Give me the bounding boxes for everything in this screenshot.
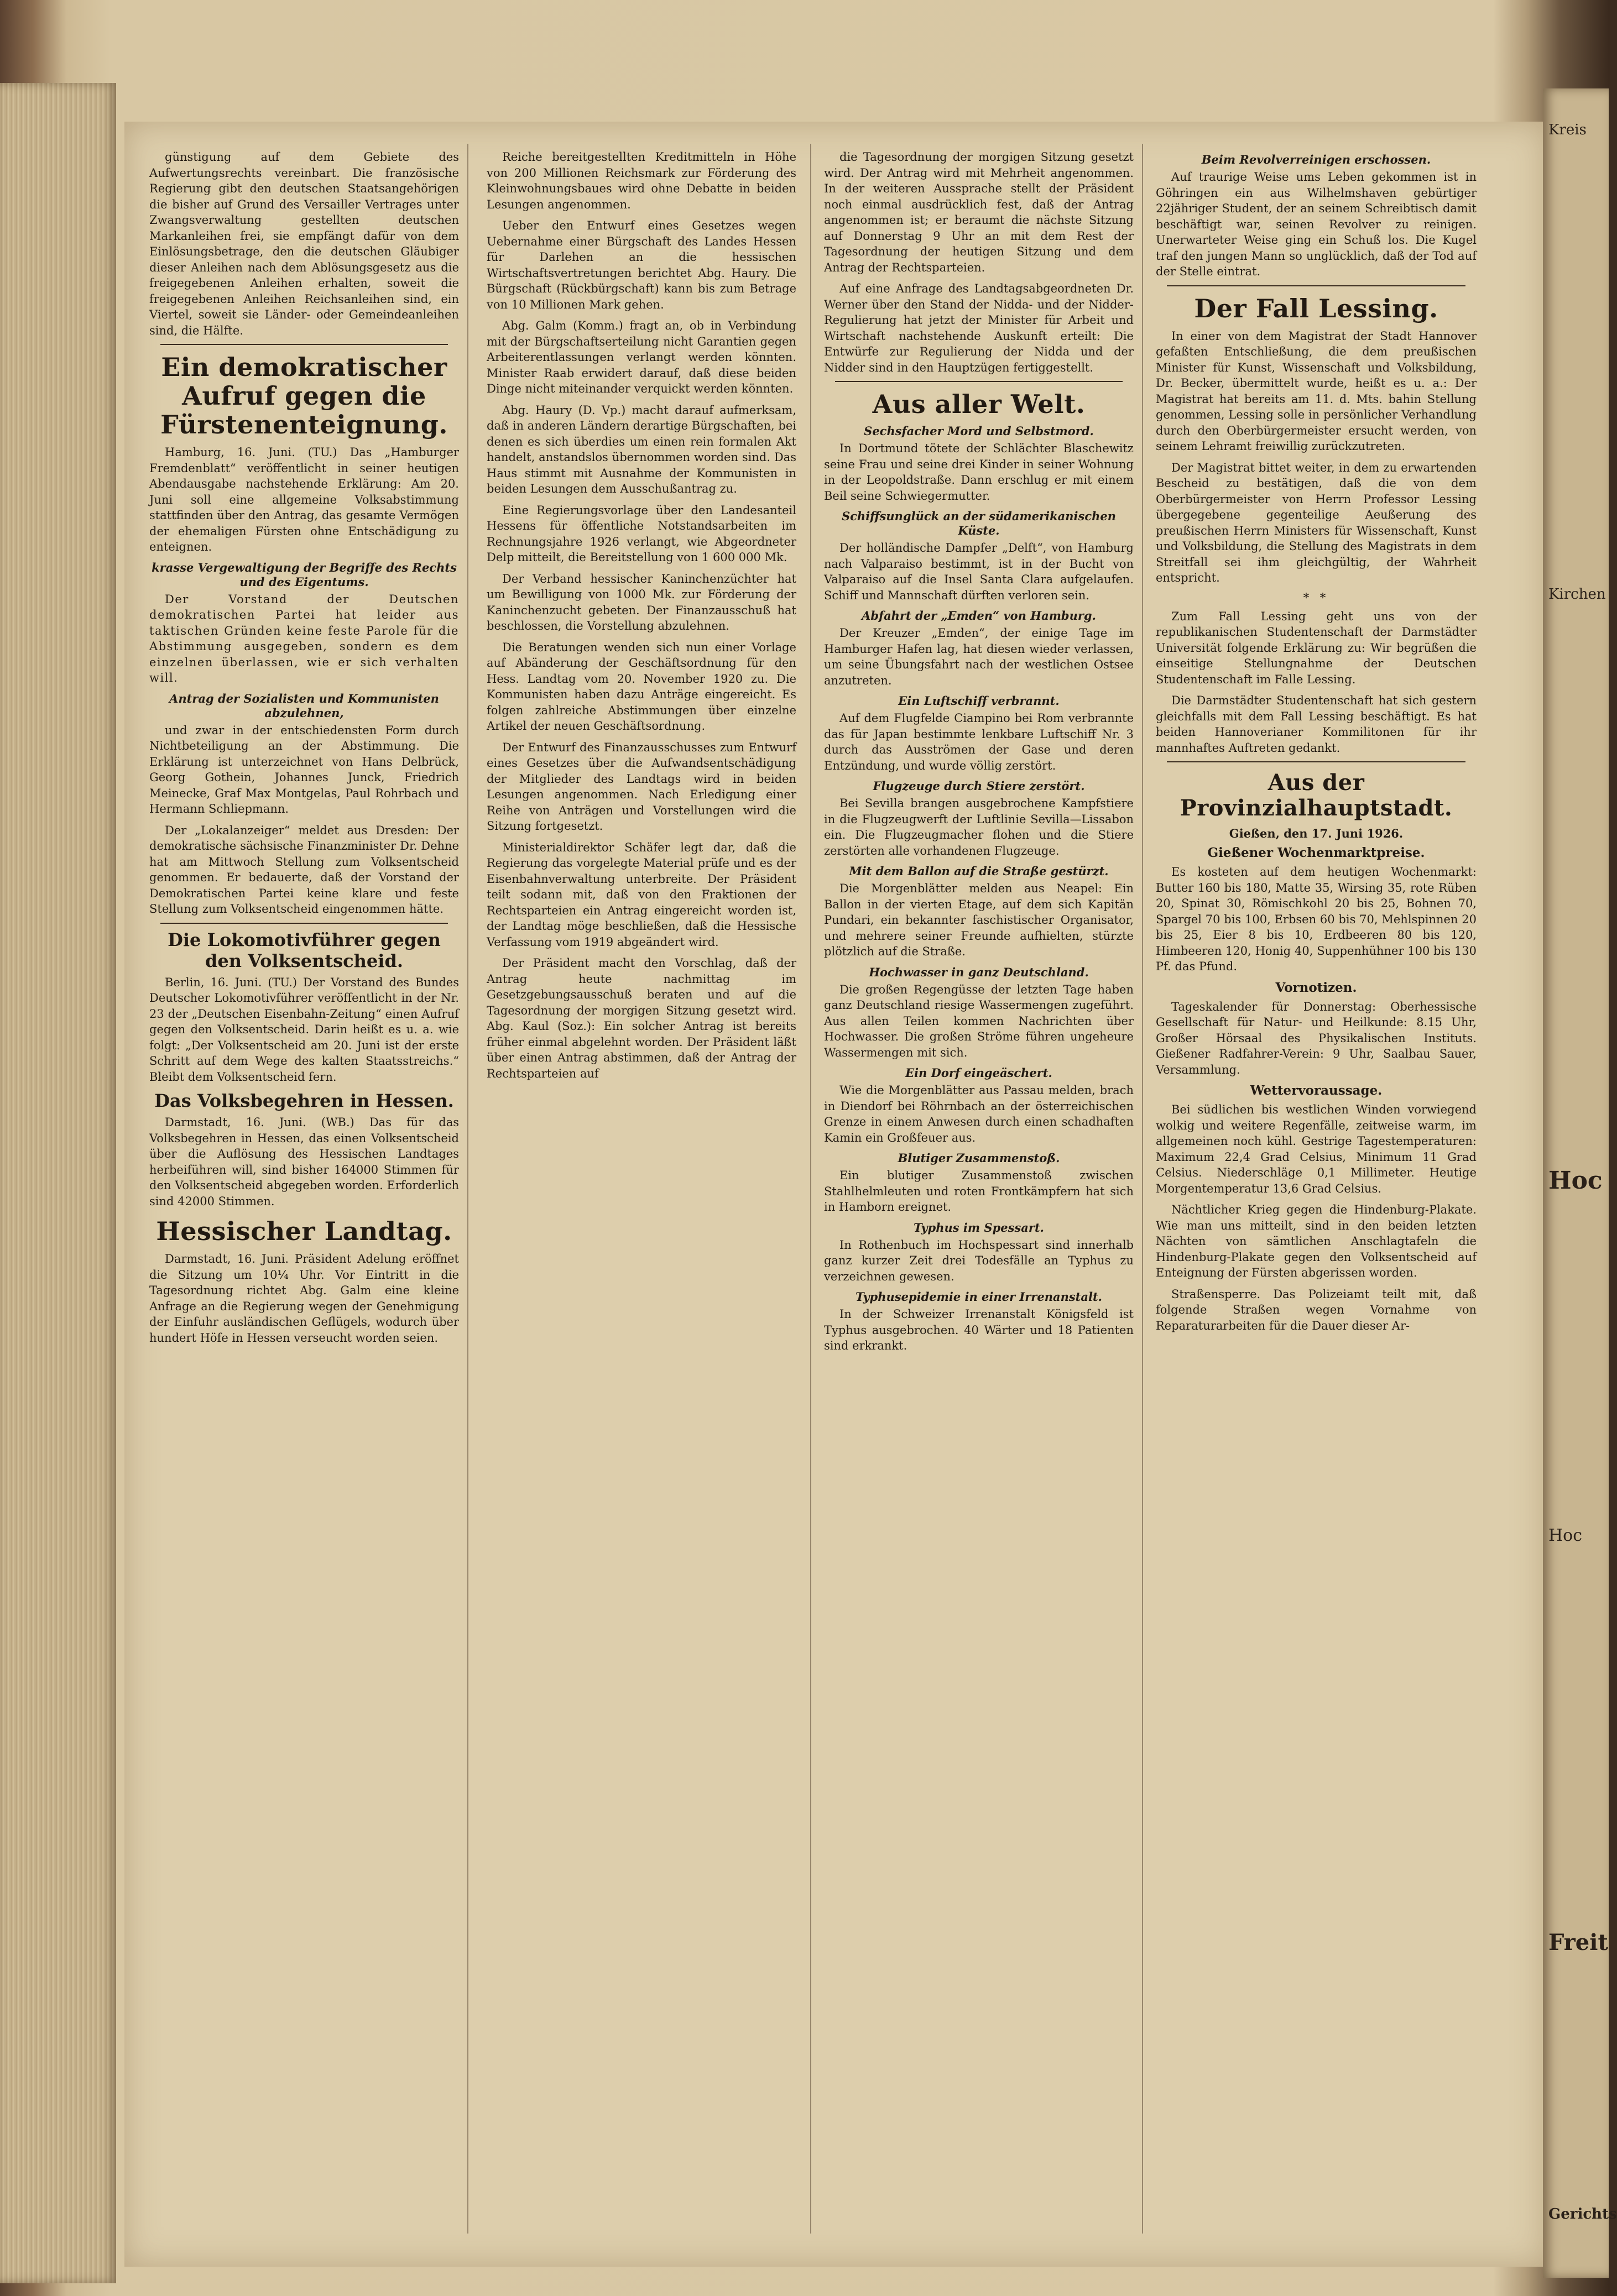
subheading: Abfahrt der „Emden“ von Hamburg. xyxy=(862,609,1096,623)
subheading: Antrag der Sozialisten und Kommunisten abzulehnen, xyxy=(169,691,439,720)
article-text: und zwar in der entschiedensten Form durch Nichtbeteiligung an der Abstimmung. Die Erklärung ist unterzeichnet von Hans Delbrück, Georg Gothein, Johannes Junck, Friedrich Meinecke, Graf Max Montgelas, Paul Rohrbach und Hermann Schliepmann. xyxy=(149,723,459,815)
article-text: Bei Sevilla brangen ausgebrochene Kampfstiere in die Flugzeugwerft der Luftlinie Sevilla—Lissabon ein. Die Flugzeugmacher flohen und die Stiere zerstörten alle vorhandenen Flugzeuge. xyxy=(824,797,1134,857)
article-text: Die Morgenblätter melden aus Neapel: Ein Ballon in der vierten Etage, auf dem sich Kapitän Pundari, ein bekannter faschistischer Organisator, und mehrere seiner Freunde aufhielten, stürzte plötzlich auf die Straße. xyxy=(824,882,1134,958)
headline: Das Volksbegehren in Hessen. xyxy=(154,1090,454,1111)
divider xyxy=(835,381,1123,382)
article-text: Berlin, 16. Juni. (TU.) Der Vorstand des Bundes Deutscher Lokomotivführer veröffentlicht in der Nr. 23 der „Deutschen Eisenbahn-Zeitung“ einen Aufruf gegen den Volksentscheid. Darin heißt es u. a. wie folgt: „Der Volksentscheid am 20. Juni ist der erste Schritt auf dem Wege des kalten Staatsstreichs.“ Bleibt dem Volksentscheid fern. xyxy=(149,975,459,1084)
article-text: Der Magistrat bittet weiter, in dem zu erwartenden Bescheid zu bestätigen, daß die von dem Oberbürgermeister von Herrn Professor Lessing übergegebene gegenteilige Aeußerung des preußischen Herrn Ministers für Wissenschaft, Kunst und Volksbildung, die Stellung des Magistrats in dem Streitfall sei ihm gleichgültig, der Wahrheit entspricht. xyxy=(1156,461,1477,584)
headline: Der Fall Lessing. xyxy=(1194,293,1438,323)
divider xyxy=(160,923,448,924)
column-separator xyxy=(1142,144,1143,2234)
article-text: Der Entwurf des Finanzausschusses zum Entwurf eines Gesetzes über die Aufwandsentschädigung der Mitglieder des Landtags wird in beiden Lesungen angenommen. Nach Erledigung einer Reihe von Anträgen und Vorstellungen wird die Sitzung fortgesetzt. xyxy=(487,740,796,833)
column-separator xyxy=(467,144,468,2234)
subheading: Ein Dorf eingeäschert. xyxy=(905,1066,1052,1080)
dateline: Gießen, den 17. Juni 1926. xyxy=(1229,827,1404,840)
article-text: Wie die Morgenblätter aus Passau melden, brach in Diendorf bei Röhrnbach an der österreichischen Grenze in einem Anwesen durch einen schadhaften Kamin ein Großfeuer aus. xyxy=(824,1084,1134,1144)
subheading: Beim Revolverreinigen erschossen. xyxy=(1201,153,1431,166)
adjacent-page-strip xyxy=(1543,88,1617,2278)
article-text: Auf eine Anfrage des Landtagsabgeordneten Dr. Werner über den Stand der Nidda- und der Nidder-Regulierung hat jetzt der Minister für Arbeit und Wirtschaft nachstehende Auskunft erteilt: Die Entwürfe zur Regulierung der Nidda und der Nidder sind in den Hauptzügen fertiggestellt. xyxy=(824,282,1134,374)
headline: Die Lokomotivführer gegen den Volksentscheid. xyxy=(168,929,441,971)
divider xyxy=(1167,285,1465,286)
article-text: Der Vorstand der Deutschen demokratischen Partei hat leider aus taktischen Gründen keine feste Parole für die Abstimmung ausgegeben, sondern es dem einzelnen überlassen, wie er sich verhalten will. xyxy=(149,592,459,684)
article-text: Ein blutiger Zusammenstoß zwischen Stahlhelmleuten und roten Frontkämpfern hat sich in Hamborn ereignet. xyxy=(824,1169,1134,1214)
article-text: Darmstadt, 16. Juni. Präsident Adelung eröffnet die Sitzung um 10¼ Uhr. Vor Eintritt in die Tagesordnung richtet Abg. Galm eine kleine Anfrage an die Regierung wegen der Genehmigung der Einfuhr ausländischen Geflügels, wodurch über hundert Höfe in Hessen verseucht worden seien. xyxy=(149,1252,459,1345)
article-text: Die Darmstädter Studentenschaft hat sich gestern gleichfalls mit dem Fall Lessing beschäftigt. Es hat beiden Hannoverianer Kommilitonen für ihr mannhaftes Auftreten gedankt. xyxy=(1156,694,1477,755)
adjacent-page-fragment: Kirchen xyxy=(1548,586,1606,603)
article-text: Darmstadt, 16. Juni. (WB.) Das für das Volksbegehren in Hessen, das einen Volksentscheid über die Auflösung des Hessischen Landtages herbeiführen will, sind bisher 164000 Stimmen für den Volksentscheid abgegeben worden. Erforderlich sind 42000 Stimmen. xyxy=(149,1116,459,1208)
article-text: Hamburg, 16. Juni. (TU.) Das „Hamburger Fremdenblatt“ veröffentlicht in seiner heutigen Abendausgabe nachstehende Erklärung: Am 20. Juni soll eine allgemeine Volksabstimmung stattfinden über den Antrag, das gesamte Vermögen der ehemaligen Fürsten ohne Entschädigung zu enteignen. xyxy=(149,446,459,553)
column-3 xyxy=(824,149,1134,2250)
article-text: Tageskalender für Donnerstag: Oberhessische Gesellschaft für Natur- und Heilkunde: 8.15 Uhr, Großer Hörsaal des Physikalischen Instituts. Gießener Radfahrer-Verein: 9 Uhr, Saalbau Sauer, Versammlung. xyxy=(1156,1000,1477,1076)
article-text: Die großen Regengüsse der letzten Tage haben ganz Deutschland riesige Wassermengen zugeführt. Aus allen Teilen kommen Nachrichten über Hochwasser. Die großen Ströme führen ungeheure Wassermengen mit sich. xyxy=(824,982,1134,1059)
book-page-edges xyxy=(0,83,116,2283)
article-text: günstigung auf dem Gebiete des Aufwertungsrechts vereinbart. Die französische Regierung gibt den deutschen Staatsangehörigen die bisher auf Grund des Versailler Vertrages unter Zwangsverwaltung gestellten deutschen Markanleihen frei, sie empfängt dafür von dem Einlösungsbetrage, den die deutschen Gläubiger dieser Anleihen nach dem Ablösungsgesetz aus die freigegebenen Anleihen erhalten, soweit die freigegebenen Anleihen Reichsanleihen sind, ein Viertel, soweit sie Länder- oder Gemeindeanleihen sind, die Hälfte. xyxy=(149,150,459,337)
subheading: Hochwasser in ganz Deutschland. xyxy=(869,965,1089,979)
subheading: krasse Vergewaltigung der Begriffe des Rechts und des Eigentums. xyxy=(152,560,457,589)
article-text: Nächtlicher Krieg gegen die Hindenburg-Plakate. Wie man uns mitteilt, sind in den beiden letzten Nächten von sämtlichen Anschlagtafeln die Hindenburg-Plakate gegen den Volksentscheid auf Enteignung der Fürsten abgerissen worden. xyxy=(1156,1203,1477,1279)
adjacent-page-fragment: Kreis xyxy=(1548,122,1587,138)
article-text: Die Beratungen wenden sich nun einer Vorlage auf Abänderung der Geschäftsordnung für den Hess. Landtag vom 20. November 1920 zu. Die Kommunisten haben dazu Anträge eingereicht. Es folgen zahlreiche Abstimmungen über einzelne Artikel der neuen Geschäftsordnung. xyxy=(487,640,796,733)
article-text: Abg. Galm (Komm.) fragt an, ob in Verbindung mit der Bürgschaftserteilung nicht Garantien gegen Arbeiterentlassungen verlangt werden könnten. Minister Raab erwidert darauf, daß diese beiden Dinge nicht miteinander verquickt werden könnten. xyxy=(487,319,796,395)
adjacent-page-fragment: Freit xyxy=(1548,1929,1608,1955)
divider xyxy=(160,344,448,345)
headline: Aus der Provinzialhauptstadt. xyxy=(1180,770,1453,821)
headline: Aus aller Welt. xyxy=(872,389,1086,419)
column-1 xyxy=(149,149,459,2250)
subheading: Sechsfacher Mord und Selbstmord. xyxy=(864,424,1094,438)
headline: Ein demokratischer Aufruf gegen die Fürstenenteignung. xyxy=(160,352,448,440)
article-text: Ministerialdirektor Schäfer legt dar, daß die Regierung das vorgelegte Material prüfe und es der Eisenbahnverwaltung unterbreite. Der Präsident teilt sodann mit, daß von den Fraktionen der Rechtsparteien ein Antrag eingereicht worden ist, der Landtag möge beschließen, daß die Hessische Verfassung vom 1919 abgeändert wird. xyxy=(487,840,796,949)
adjacent-page-fragment: Gerichts xyxy=(1548,2206,1617,2222)
subheading: Ein Luftschiff verbrannt. xyxy=(898,694,1060,708)
article-text: Auf traurige Weise ums Leben gekommen ist in Göhringen ein aus Wilhelmshaven gebürtiger 22jähriger Student, der an seinem Schreibtisch damit beschäftigt war, seinen Revolver zu reinigen. Unerwarteter Weise ging ein Schuß los. Die Kugel traf den jungen Mann so unglücklich, daß der Tod auf der Stelle eintrat. xyxy=(1156,170,1477,278)
subheading: Mit dem Ballon auf die Straße gestürzt. xyxy=(849,864,1109,878)
article-text: Abg. Haury (D. Vp.) macht darauf aufmerksam, daß in anderen Ländern derartige Bürgschaften, bei denen es sich überdies um einen rein formalen Akt handelt, anstandslos übernommen worden sind. Das Haus stimmt mit Ausnahme der Kommunisten in beiden Lesungen dem Ausschußantrag zu. xyxy=(487,403,796,495)
subheading: Typhus im Spessart. xyxy=(914,1220,1044,1235)
headline: Hessischer Landtag. xyxy=(156,1216,452,1246)
article-text: Der Verband hessischer Kaninchenzüchter hat um Bewilligung von 1000 Mk. zur Förderung der Kaninchenzucht gebeten. Der Finanzausschuß hat beschlossen, die Vorstellung abzulehnen. xyxy=(487,572,796,632)
subheading: Typhusepidemie in einer Irrenanstalt. xyxy=(856,1290,1102,1304)
subheading: Blutiger Zusammenstoß. xyxy=(898,1151,1060,1165)
column-4 xyxy=(1156,149,1477,2250)
subheading: Vornotizen. xyxy=(1275,980,1357,995)
column-2 xyxy=(487,149,796,2250)
column-separator xyxy=(810,144,811,2234)
section-ornament: * * xyxy=(1303,591,1329,605)
subheading: Gießener Wochenmarktpreise. xyxy=(1207,845,1425,860)
article-text: In einer von dem Magistrat der Stadt Hannover gefaßten Entschließung, die dem preußischen Minister für Kunst, Wissenschaft und Volksbildung, Dr. Becker, übermittelt wurde, heißt es u. a.: Der Magistrat hat bereits am 11. d. Mts. bahin Stellung genommen, Lessing solle in persönlicher Verhandlung durch den Oberbürgermeister ersucht werden, von seinem Lehramt freiwillig zurückzutreten. xyxy=(1156,329,1477,453)
article-text: Auf dem Flugfelde Ciampino bei Rom verbrannte das für Japan bestimmte lenkbare Luftschiff Nr. 3 durch das Ausströmen der Gase und deren Entzündung, und wurde völlig zerstört. xyxy=(824,712,1134,772)
article-text: Bei südlichen bis westlichen Winden vorwiegend wolkig und weitere Regenfälle, zeitweise warm, im allgemeinen noch kühl. Gestrige Tagestemperaturen: Maximum 22,4 Grad Celsius, Minimum 11 Grad Celsius. Niederschläge 0,1 Millimeter. Heutige Morgentemperatur 13,6 Grad Celsius. xyxy=(1156,1103,1477,1195)
article-text: In Rothenbuch im Hochspessart sind innerhalb ganz kurzer Zeit drei Todesfälle an Typhus zu verzeichnen gewesen. xyxy=(824,1238,1134,1283)
article-text: Reiche bereitgestellten Kreditmitteln in Höhe von 200 Millionen Reichsmark zur Förderung des Kleinwohnungsbaues wird ohne Debatte in beiden Lesungen angenommen. xyxy=(487,150,796,211)
article-text: In der Schweizer Irrenanstalt Königsfeld ist Typhus ausgebrochen. 40 Wärter und 18 Patienten sind erkrankt. xyxy=(824,1307,1134,1352)
divider xyxy=(1167,761,1465,762)
adjacent-page-fragment: Hoc xyxy=(1548,1167,1603,1195)
article-text: die Tagesordnung der morgigen Sitzung gesetzt wird. Der Antrag wird mit Mehrheit angenommen. In der weiteren Aussprache stellt der Präsident noch einmal ausdrücklich fest, daß der Antrag angenommen ist; er beraumt die nächste Sitzung auf Donnerstag 9 Uhr an mit dem Rest der Tagesordnung der heutigen Sitzung und dem Antrag der Rechtsparteien. xyxy=(824,150,1134,274)
article-text: In Dortmund tötete der Schlächter Blaschewitz seine Frau und seine drei Kinder in seiner Wohnung in der Leopoldstraße. Dann erschlug er mit einem Beil seine Schwiegermutter. xyxy=(824,442,1134,503)
article-text: Ueber den Entwurf eines Gesetzes wegen Uebernahme einer Bürgschaft des Landes Hessen für Darlehen an die hessischen Wirtschaftsvertretungen berichtet Abg. Haury. Die Bürgschaft (Rückbürgschaft) kann bis zum Betrage von 10 Millionen Mark gehen. xyxy=(487,219,796,311)
article-text: Der Kreuzer „Emden“, der einige Tage im Hamburger Hafen lag, hat diesen wieder verlassen, um seine Übungsfahrt nach der westlichen Ostsee anzutreten. xyxy=(824,626,1134,687)
subheading: Wettervoraussage. xyxy=(1250,1083,1383,1098)
article-text: Zum Fall Lessing geht uns von der republikanischen Studentenschaft der Darmstädter Universität folgende Erklärung zu: Wir begrüßen die einseitige Stellungnahme der Deutschen Studentenschaft im Falle Lessing. xyxy=(1156,609,1477,686)
article-text: Der „Lokalanzeiger“ meldet aus Dresden: Der demokratische sächsische Finanzminister Dr. Dehne hat am Mittwoch Stellung zum Volksentscheid genommen. Er bedauerte, daß der Vorstand der Demokratischen Partei keine klare und feste Stellung zum Volksentscheid eingenommen hätte. xyxy=(149,823,459,916)
subheading: Flugzeuge durch Stiere zerstört. xyxy=(873,779,1085,793)
article-text: Der Präsident macht den Vorschlag, daß der Antrag heute nachmittag im Gesetzgebungsausschuß beraten und auf die Tagesordnung der morgigen Sitzung gesetzt wird. Abg. Kaul (Soz.): Ein solcher Antrag ist bereits früher einmal abgelehnt worden. Der Präsident läßt über einen Antrag abstimmen, daß der Antrag der Rechtsparteien auf xyxy=(487,956,796,1080)
article-text: Es kosteten auf dem heutigen Wochenmarkt: Butter 160 bis 180, Matte 35, Wirsing 35, rote Rüben 20, Spinat 30, Römischkohl 20 bis 25, Bohnen 70, Spargel 70 bis 100, Erbsen 60 bis 70, Mehlspinnen 20 bis 25, Eier 8 bis 10, Erdbeeren 80 bis 120, Himbeeren 120, Honig 40, Suppenhühner 100 bis 130 Pf. das Pfund. xyxy=(1156,865,1477,973)
adjacent-page-fragment: Hoc xyxy=(1548,1526,1583,1545)
article-text: Der holländische Dampfer „Delft“, von Hamburg nach Valparaiso bestimmt, ist in der Bucht von Valparaiso auf die Insel Santa Clara aufgelaufen. Schiff und Mannschaft dürften verloren sein. xyxy=(824,541,1134,602)
subheading: Schiffsunglück an der südamerikanischen Küste. xyxy=(841,509,1117,537)
article-text: Straßensperre. Das Polizeiamt teilt mit, daß folgende Straßen wegen Vornahme von Reparaturarbeiten für die Dauer dieser Ar- xyxy=(1156,1287,1477,1332)
article-text: Eine Regierungsvorlage über den Landesanteil Hessens für öffentliche Notstandsarbeiten im Rechnungsjahre 1926 verlangt, wie Abgeordneter Delp mitteilt, die Bereitstellung von 1 600 000 Mk. xyxy=(487,503,796,564)
